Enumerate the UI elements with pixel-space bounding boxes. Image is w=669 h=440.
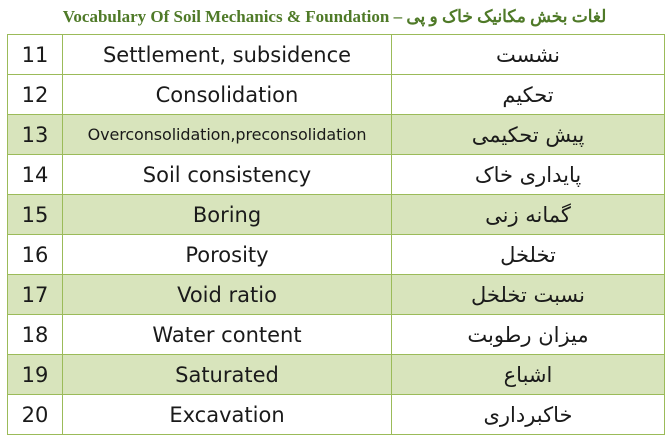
english-term: Saturated	[63, 355, 392, 395]
row-number: 15	[8, 195, 63, 235]
table-row	[8, 155, 665, 195]
persian-term: پایداری خاک	[392, 155, 665, 195]
row-number: 13	[8, 115, 63, 155]
table-row	[8, 275, 665, 315]
english-term: Excavation	[63, 395, 392, 435]
english-term: Porosity	[63, 235, 392, 275]
persian-term: نشست	[392, 35, 665, 75]
row-number: 19	[8, 355, 63, 395]
table-row	[8, 35, 665, 75]
table-row	[8, 235, 665, 275]
persian-term: اشباع	[392, 355, 665, 395]
vocabulary-table-body	[8, 35, 665, 435]
row-number: 14	[8, 155, 63, 195]
english-term: Boring	[63, 195, 392, 235]
persian-term: پیش تحکیمی	[392, 115, 665, 155]
vocabulary-table	[7, 34, 665, 435]
row-number: 18	[8, 315, 63, 355]
persian-term: نسبت تخلخل	[392, 275, 665, 315]
table-row	[8, 75, 665, 115]
english-term: Soil consistency	[63, 155, 392, 195]
english-term: Void ratio	[63, 275, 392, 315]
english-term: Water content	[63, 315, 392, 355]
table-row	[8, 195, 665, 235]
english-term: Settlement, subsidence	[63, 35, 392, 75]
row-number: 11	[8, 35, 63, 75]
english-term: Consolidation	[63, 75, 392, 115]
persian-term: تحکیم	[392, 75, 665, 115]
persian-term: میزان رطوبت	[392, 315, 665, 355]
page-title: Vocabulary Of Soil Mechanics & Foundation – لغات بخش مکانیک خاک و پی	[62, 6, 607, 26]
row-number: 20	[8, 395, 63, 435]
persian-term: گمانه زنی	[392, 195, 665, 235]
table-row	[8, 315, 665, 355]
table-row	[8, 355, 665, 395]
table-row	[8, 115, 665, 155]
persian-term: تخلخل	[392, 235, 665, 275]
row-number: 12	[8, 75, 63, 115]
english-term: Overconsolidation,preconsolidation	[63, 115, 392, 155]
table-row	[8, 395, 665, 435]
persian-term: خاکبرداری	[392, 395, 665, 435]
row-number: 16	[8, 235, 63, 275]
row-number: 17	[8, 275, 63, 315]
